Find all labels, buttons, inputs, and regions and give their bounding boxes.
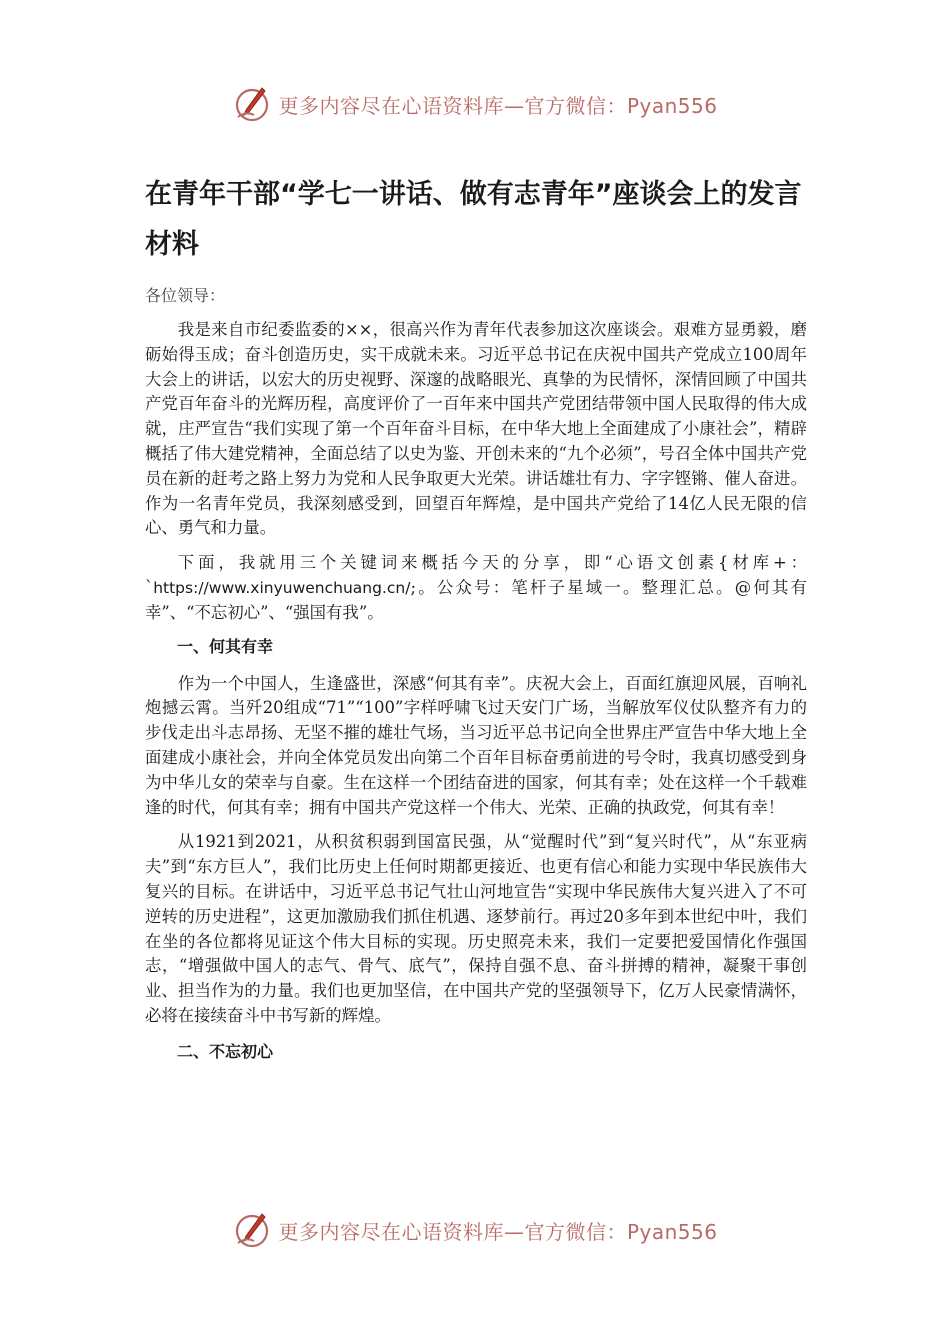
document-body	[145, 318, 807, 1077]
paragraph: 我是来自市纪委监委的××，很高兴作为青年代表参加这次座谈会。艰难方显勇毅，磨砺始得玉成；奋斗创造历史，实干成就未来。习近平总书记在庆祝中国共产党成立100周年大会上的讲话，以宏大的历史视野、深邃的战略眼光、真挚的为民情怀，深情回顾了中国共产党百年奋斗的光辉历程，高度评价了一百年来中国共产党团结带领中国人民取得的伟大成就，庄严宣告“我们实现了第一个百年奋斗目标，在中华大地上全面建成了小康社会”，精辟概括了伟大建党精神，全面总结了以史为鉴、开创未来的“九个必须”，号召全体中国共产党员在新的赶考之路上努力为党和人民争取更大光荣。讲话雄壮有力、字字铿锵、催人奋进。作为一名青年党员，我深刻感受到，回望百年辉煌，是中国共产党给了14亿人民无限的信心、勇气和力量。	[145, 320, 807, 538]
banner-text: 更多内容尽在心语资料库—官方微信：Pyan556	[278, 1219, 718, 1244]
footer-banner	[0, 1208, 950, 1252]
pen-logo-icon	[232, 84, 272, 124]
document-title: 在青年干部“学七一讲话、做有志青年”座谈会上的发言材料	[145, 179, 802, 260]
paragraph	[145, 551, 807, 625]
section-heading: 二、不忘初心	[177, 1041, 274, 1061]
salutation: 各位领导：	[145, 286, 226, 305]
banner-text: 更多内容尽在心语资料库—官方微信：Pyan556	[278, 93, 718, 118]
header-banner	[0, 82, 950, 126]
website-link: https://www.xinyuwenchuang.cn/	[153, 578, 411, 597]
paragraph-text: 下面，我就用三个关键词来概括今天的分享，即“心语文创素{材库+：`	[145, 553, 807, 597]
paragraph: 从1921到2021，从积贫积弱到国富民强，从“觉醒时代”到“复兴时代”，从“东亚病夫”到“东方巨人”，我们比历史上任何时期都更接近、也更有信心和能力实现中华民族伟大复兴的目标。在讲话中，习近平总书记气壮山河地宣告“实现中华民族伟大复兴进入了不可逆转的历史进程”，这更加激励我们抓住机遇、逐梦前行。再过20多年到本世纪中叶，我们在坐的各位都将见证这个伟大目标的实现。历史照亮未来，我们一定要把爱国情化作强国志，“增强做中国人的志气、骨气、底气”，保持自强不息、奋斗拼搏的精神，凝聚干事创业、担当作为的力量。我们也更加坚信，在中国共产党的坚强领导下，亿万人民豪情满怀，必将在接续奋斗中书写新的辉煌。	[145, 832, 807, 1025]
pen-logo-icon	[232, 1210, 272, 1250]
paragraph: 作为一个中国人，生逢盛世，深感“何其有幸”。庆祝大会上，百面红旗迎风展，百响礼炮撼云霄。当歼20组成“71”“100”字样呼啸飞过天安门广场，当解放军仪仗队整齐有力的步伐走出斗志昂扬、无坚不摧的雄壮气场，当习近平总书记向全世界庄严宣告中华大地上全面建成小康社会，并向全体党员发出向第二个百年目标奋勇前进的号令时，我真切感受到身为中华儿女的荣幸与自豪。生在这样一个团结奋进的国家，何其有幸；处在这样一个千载难逢的时代，何其有幸；拥有中国共产党这样一个伟大、光荣、正确的执政党，何其有幸！	[145, 673, 807, 817]
paragraph-text: ;。公众号：笔杆子星域一。整理汇总。@何其有幸”、“不忘初心”、“强国有我”。	[145, 577, 807, 622]
section-heading: 一、何其有幸	[177, 636, 274, 656]
